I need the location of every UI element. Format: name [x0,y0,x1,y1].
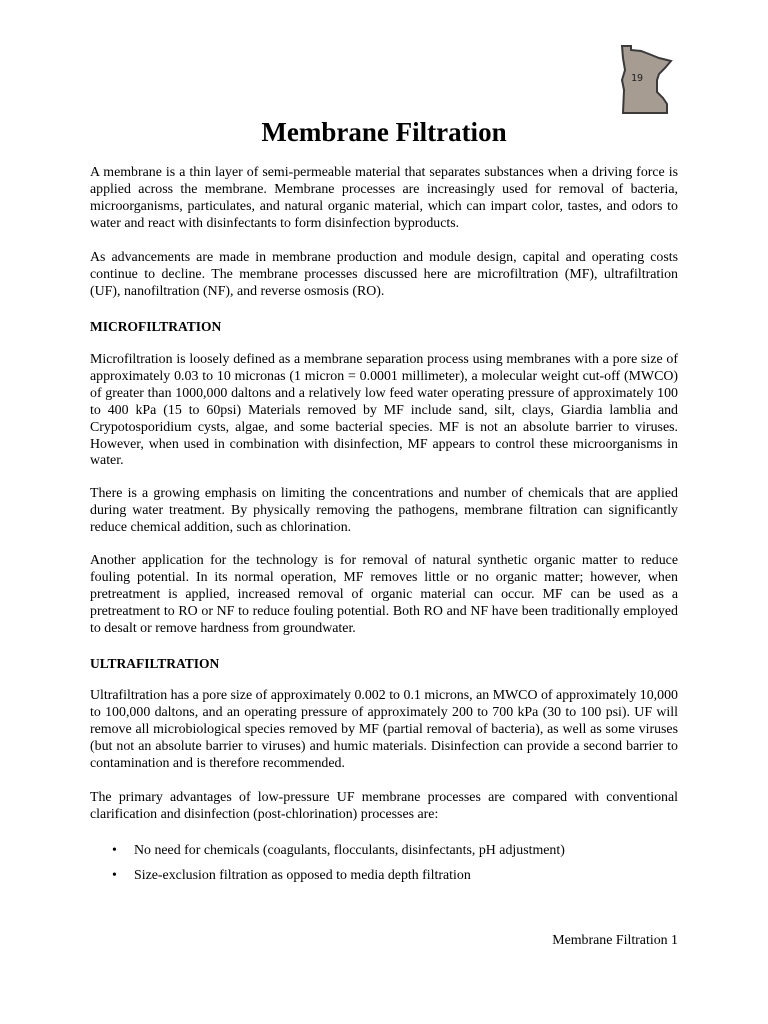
chemicals-paragraph: There is a growing emphasis on limiting the concentrations and number of chemicals that are applied during water treatment. By physically removing the pathogens, membrane filtration can significantly reduce chemical addition, such as chlorination. [90,486,678,535]
advantages-list [90,842,678,892]
page-footer: Membrane Filtration 1 [552,933,678,948]
intro-paragraph: A membrane is a thin layer of semi-permeable material that separates substances when a driving force is applied across the membrane. Membrane processes are increasingly used for removal of bacteria, microorganisms, particulates, and natural organic material, which can impart color, tastes, and odors to water and react with disinfectants to form disinfection byproducts. [90,165,678,231]
microfiltration-heading: MICROFILTRATION [90,319,222,334]
list-item [90,867,678,892]
list-item-text: Size-exclusion filtration as opposed to media depth filtration [134,868,471,883]
list-item-text: No need for chemicals (coagulants, flocculants, disinfectants, pH adjustment) [134,843,565,858]
minnesota-map-badge [619,44,677,114]
bullet-icon: • [112,868,117,883]
bullet-icon: • [112,843,117,858]
advancements-paragraph: As advancements are made in membrane production and module design, capital and operating costs continue to decline. The membrane processes discussed here are microfiltration (MF), ultrafiltration (UF), nanofiltration (NF), and reverse osmosis (RO). [90,250,678,299]
application-paragraph: Another application for the technology is for removal of natural synthetic organic matter to reduce fouling potential. In its normal operation, MF removes little or no organic matter; however, when pretreatment is applied, increased removal of organic material can occur. MF can be used as a pretreatment to RO or NF to reduce fouling potential. Both RO and NF have been traditionally employed to desalt or remove hardness from groundwater. [90,553,678,636]
ultrafiltration-paragraph: Ultrafiltration has a pore size of approximately 0.002 to 0.1 microns, an MWCO of approximately 10,000 to 100,000 daltons, and an operating pressure of approximately 200 to 700 kPa (30 to 100 psi). UF will remove all microbiological species removed by MF (partial removal of bacteria), as well as some viruses (but not an absolute barrier to viruses) and humic materials. Disinfection can provide a second barrier to contamination and is therefore recommended. [90,688,678,771]
ultrafiltration-heading: ULTRAFILTRATION [90,656,220,671]
microfiltration-paragraph: Microfiltration is loosely defined as a membrane separation process using membranes with a pore size of approximately 0.03 to 10 micronas (1 micron = 0.0001 millimeter), a molecular weight cut-off (MWCO) of greater than 1000,000 daltons and a relatively low feed water operating pressure of approximately 100 to 400 kPa (15 to 60psi) Materials removed by MF include sand, silt, clays, Giardia lamblia and Crypotosporidium cysts, algae, and some bacterial species. MF is not an absolute barrier to viruses. However, when used in combination with disinfection, MF appears to control these microorganisms in water. [90,352,678,469]
chapter-number: 19 [631,73,644,84]
page-title: Membrane Filtration [261,117,507,147]
minnesota-map-icon [619,44,677,114]
advantages-paragraph: The primary advantages of low-pressure UF membrane processes are compared with conventional clarification and disinfection (post-chlorination) processes are: [90,790,678,822]
list-item [90,842,678,867]
